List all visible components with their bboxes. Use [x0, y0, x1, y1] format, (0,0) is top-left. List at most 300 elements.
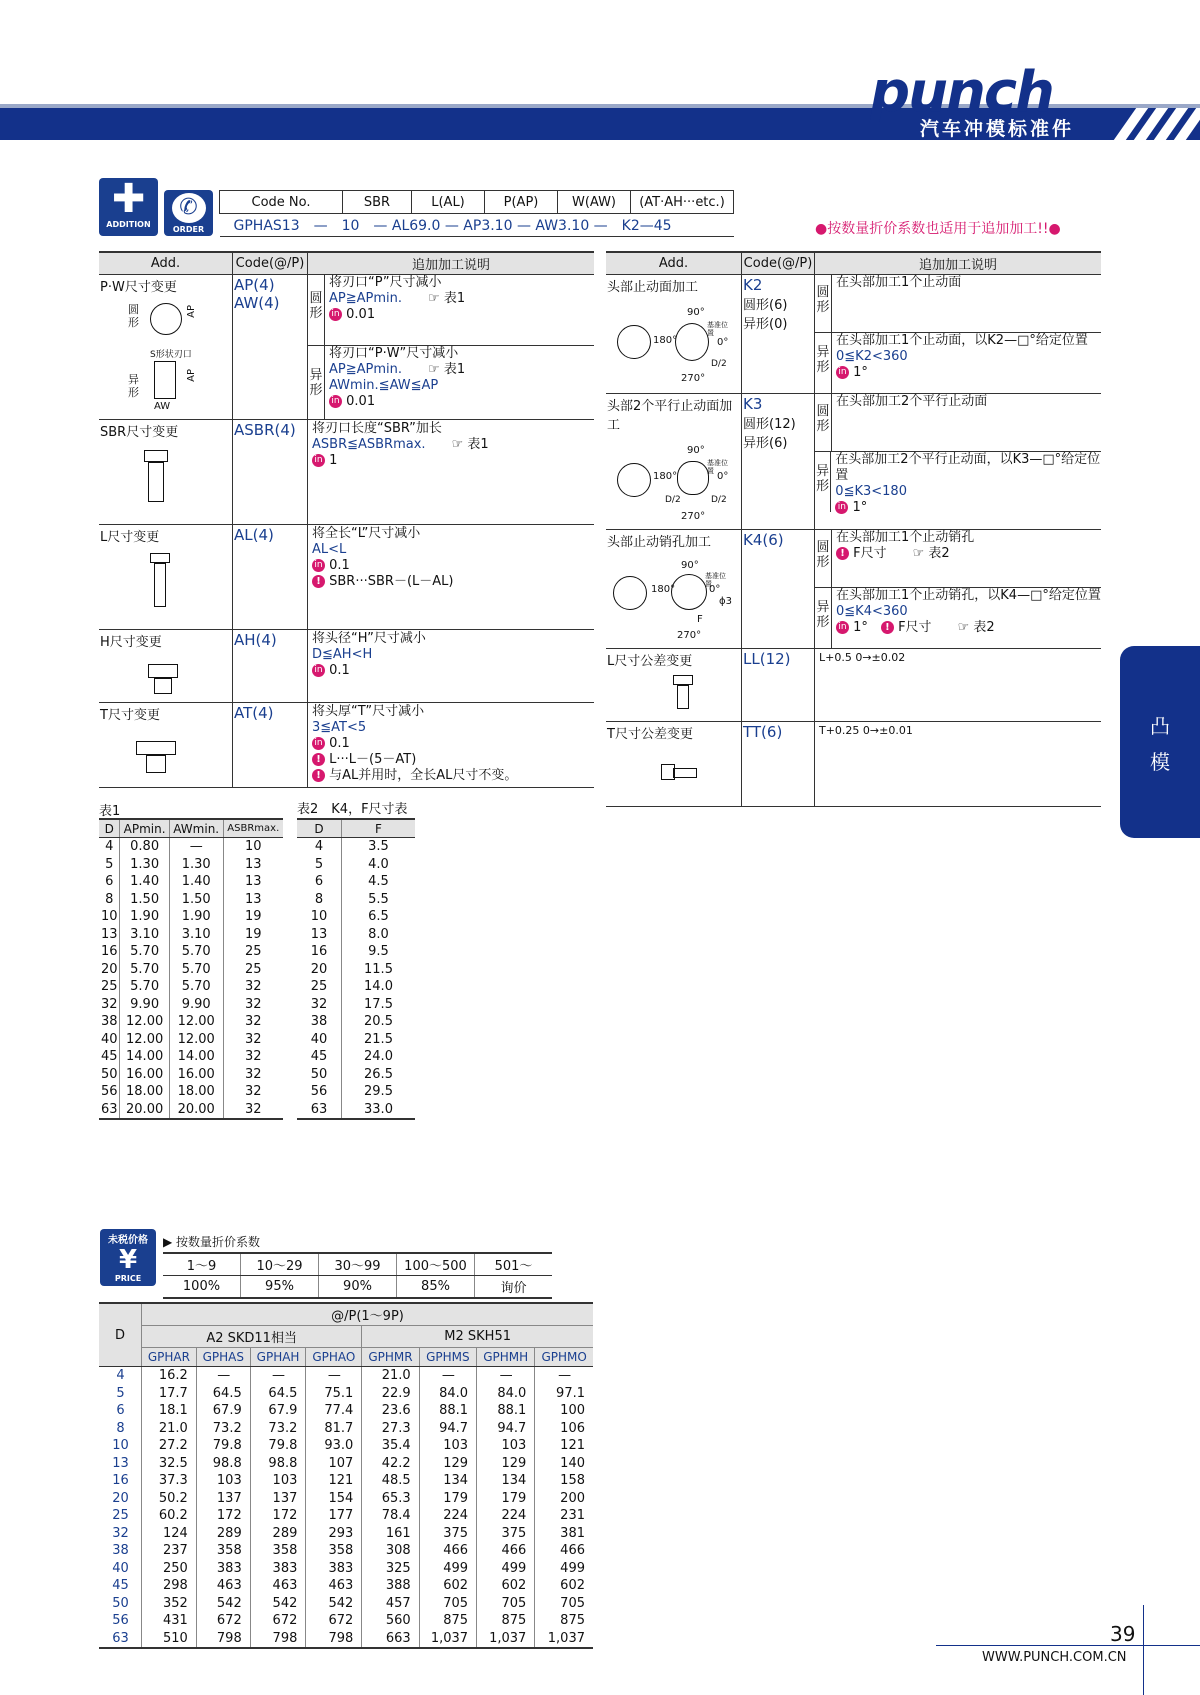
value-cell: 19 [223, 926, 283, 944]
price-cell: 875 [477, 1612, 535, 1630]
increment-icon: in [312, 454, 325, 467]
table-reference[interactable]: ☞ 表2 [957, 620, 995, 635]
section-tab[interactable] [1120, 646, 1200, 838]
desc-line: 在头部加工1个止动销孔，以K4—□°给定位置 [836, 588, 1101, 603]
value-cell: 10 [223, 838, 283, 856]
col-header: D [99, 1303, 142, 1367]
price-cell: 325 [362, 1560, 419, 1578]
punch-head-icon [150, 553, 170, 563]
value-cell: 21.5 [342, 1031, 416, 1049]
sub-code: 异形(0) [743, 317, 788, 332]
value-cell: 16.00 [169, 1066, 223, 1084]
value-cell: 4.5 [342, 873, 416, 891]
price-cell: 22.9 [362, 1385, 419, 1403]
yen-icon: ¥ [118, 1245, 138, 1275]
value-cell: 17.5 [342, 996, 416, 1014]
diameter-cell: 40 [112, 1560, 129, 1576]
desc-line: 在头部加工1个止动面，以K2—□°给定位置 [836, 333, 1088, 348]
table-reference[interactable]: ☞ 表2 [912, 546, 950, 561]
table-row [99, 943, 283, 961]
irregular-section [815, 333, 1101, 393]
value-cell: 1.40 [120, 873, 169, 891]
qty-range-cell: 1～9 [163, 1253, 241, 1276]
table1 [99, 818, 283, 1120]
row-key-cell: 10 [100, 909, 118, 925]
punch-body-icon [154, 678, 172, 694]
diameter-cell: 5 [116, 1385, 125, 1401]
angle-label: 180° [653, 335, 678, 346]
table-row [99, 1402, 593, 1420]
price-cell: 250 [142, 1560, 197, 1578]
addition-code: AT(4) [234, 704, 274, 722]
price-cell: 542 [250, 1595, 306, 1613]
qty-range-cell: 100～500 [397, 1253, 475, 1276]
irregular-section [815, 452, 1101, 515]
table-row [99, 1066, 283, 1084]
addition-name: P·W尺寸变更 [100, 280, 177, 295]
desc-line: 1 [329, 453, 338, 468]
head-top-icon [613, 576, 647, 610]
value-cell: 14.00 [169, 1048, 223, 1066]
table-row [297, 978, 415, 996]
footer-url[interactable]: WWW.PUNCH.COM.CN [982, 1650, 1127, 1665]
table-row [99, 891, 283, 909]
value-cell: 6.5 [342, 908, 416, 926]
value-cell: 25 [223, 943, 283, 961]
addition-row [99, 525, 594, 630]
value-cell: 13 [223, 873, 283, 891]
price-cell: 23.6 [362, 1402, 419, 1420]
diameter-cell: 32 [112, 1525, 129, 1541]
angle-label: 0° [717, 471, 729, 482]
row-key-cell: 50 [100, 1066, 118, 1082]
table-row [99, 1367, 593, 1385]
desc-line: AP≧APmin. [329, 362, 403, 377]
price-cell: 375 [477, 1525, 535, 1543]
increment-icon: in [312, 559, 325, 572]
plus-icon: ✚ [111, 176, 146, 222]
table-row [99, 1630, 593, 1649]
value-cell: 20.5 [342, 1013, 416, 1031]
caution-icon: ! [836, 547, 849, 560]
price-cell: 358 [196, 1542, 250, 1560]
head-flat-icon [677, 461, 709, 495]
price-cell: 499 [535, 1560, 593, 1578]
value-cell: 32 [223, 1101, 283, 1120]
diameter-cell: 63 [99, 1630, 142, 1649]
value-cell: 14.0 [342, 978, 416, 996]
table-reference[interactable]: ☞ 表1 [428, 291, 466, 306]
price-cell: 466 [535, 1542, 593, 1560]
punch-body-icon [148, 462, 164, 502]
order-badge-label: ORDER [172, 225, 205, 234]
increment-icon: in [836, 366, 849, 379]
angle-label: 0° [717, 337, 729, 348]
dim-label: S形状刃口 [150, 350, 192, 360]
value-cell: 24.0 [342, 1048, 416, 1066]
price-table [99, 1302, 593, 1649]
diameter-cell: 6 [116, 1403, 125, 1419]
shape-label: 圆形 [815, 530, 832, 587]
price-cell: 79.8 [250, 1437, 306, 1455]
qty-discount-title: ▶ 按数量折价系数 [163, 1235, 261, 1249]
angle-label: 0° [709, 584, 721, 595]
table-row [99, 1577, 593, 1595]
ref-position-label: 基准位置 [707, 459, 728, 475]
value-cell: 32 [223, 1013, 283, 1031]
price-cell: 35.4 [362, 1437, 419, 1455]
l-diagram [100, 545, 231, 625]
dim-label: ϕ3 [719, 596, 732, 607]
value-cell: 5.70 [120, 978, 169, 996]
price-cell: 94.7 [477, 1420, 535, 1438]
sub-code: 圆形(12) [743, 417, 796, 432]
price-cell: 172 [250, 1507, 306, 1525]
diameter-cell: 10 [112, 1438, 129, 1454]
dim-label: AW [154, 401, 171, 412]
qty-range-cell: 30～99 [319, 1253, 397, 1276]
table-row [99, 1437, 593, 1455]
price-cell: 381 [535, 1525, 593, 1543]
value-cell: 1.30 [120, 856, 169, 874]
price-cell: 463 [196, 1577, 250, 1595]
table2 [297, 818, 415, 1120]
value-cell: 20.00 [120, 1101, 169, 1120]
table1-title: 表1 [99, 804, 121, 819]
price-cell: 60.2 [142, 1507, 197, 1525]
type-col-header: GPHAO [306, 1348, 362, 1367]
table-row [297, 1101, 415, 1120]
table-row [297, 891, 415, 909]
table-row [297, 1066, 415, 1084]
addition-row [606, 649, 1101, 722]
material-group-header: M2 SKH51 [362, 1326, 593, 1348]
row-key-cell: 5 [105, 856, 114, 872]
round-section [308, 275, 594, 346]
price-cell: 383 [196, 1560, 250, 1578]
desc-line: AP≧APmin. [329, 291, 403, 306]
diameter-cell: 20 [112, 1490, 129, 1506]
type-col-header: GPHMS [419, 1348, 476, 1367]
addition-badge [99, 178, 158, 236]
price-cell: 64.5 [196, 1385, 250, 1403]
price-cell: 124 [142, 1525, 197, 1543]
increment-icon: in [836, 621, 849, 634]
table-row [99, 1083, 283, 1101]
row-key-cell: 40 [100, 1031, 118, 1047]
desc-line: 在头部加工2个平行止动面 [836, 394, 988, 409]
price-cell: 388 [362, 1577, 419, 1595]
table-row [297, 1083, 415, 1101]
price-cell: 1,037 [477, 1630, 535, 1649]
value-cell: 19 [223, 908, 283, 926]
order-badge [164, 190, 213, 236]
addition-badge-label: ADDITION [106, 220, 151, 229]
price-cell: 179 [419, 1490, 476, 1508]
value-cell: — [169, 838, 223, 856]
row-key-cell: 32 [310, 996, 328, 1012]
value-cell: 16.00 [120, 1066, 169, 1084]
punch-head-icon [148, 664, 178, 678]
h-diagram [100, 650, 231, 700]
price-cell: 98.8 [196, 1455, 250, 1473]
table-row [99, 908, 283, 926]
increment-icon: in [835, 501, 848, 514]
table-row [99, 1595, 593, 1613]
page-number: 39 [1110, 1622, 1136, 1646]
table-row [297, 961, 415, 979]
value-cell: 20.00 [169, 1101, 223, 1120]
price-cell: 308 [362, 1542, 419, 1560]
row-key-cell: 20 [310, 961, 328, 977]
desc-line: F尺寸 [853, 546, 887, 561]
sub-code: 圆形(6) [743, 298, 788, 313]
head-pin-hole-icon [671, 574, 707, 610]
addition-code: AL(4) [234, 526, 274, 544]
value-cell: 25 [223, 961, 283, 979]
value-cell: 5.70 [120, 961, 169, 979]
increment-icon: in [312, 664, 325, 677]
dim-label: AP [186, 305, 197, 318]
price-cell: 602 [535, 1577, 593, 1595]
price-cell: 289 [196, 1525, 250, 1543]
col-header: D [99, 819, 120, 838]
value-cell: 13 [223, 891, 283, 909]
price-cell: 79.8 [196, 1437, 250, 1455]
caution-icon: ! [881, 621, 894, 634]
price-cell: 798 [306, 1630, 362, 1649]
table-row [297, 873, 415, 891]
price-cell: 121 [535, 1437, 593, 1455]
price-cell: 84.0 [419, 1385, 476, 1403]
diameter-cell: 25 [112, 1508, 129, 1524]
desc-line: L+0.5 0→±0.02 [819, 651, 906, 664]
price-cell: 542 [196, 1595, 250, 1613]
desc-line: 0.1 [329, 663, 350, 678]
value-cell: 9.5 [342, 943, 416, 961]
price-cell: 65.3 [362, 1490, 419, 1508]
angle-label: 90° [681, 560, 699, 571]
price-cell: 17.7 [142, 1385, 197, 1403]
qty-rate-cell: 95% [241, 1276, 319, 1299]
addition-row [606, 275, 1101, 394]
value-cell: 9.90 [169, 996, 223, 1014]
code-header: (AT·AH···etc.) [631, 191, 734, 214]
table-row [99, 838, 283, 856]
value-cell: 26.5 [342, 1066, 416, 1084]
desc-line: 将头径“H”尺寸减小 [312, 631, 426, 646]
table-row [99, 961, 283, 979]
increment-icon: in [329, 395, 342, 408]
price-cell: 154 [306, 1490, 362, 1508]
price-cell: 67.9 [250, 1402, 306, 1420]
table-row [297, 1048, 415, 1066]
value-cell: 12.00 [120, 1013, 169, 1031]
price-cell: 289 [250, 1525, 306, 1543]
value-cell: 5.5 [342, 891, 416, 909]
value-cell: 32 [223, 1048, 283, 1066]
price-cell: 200 [535, 1490, 593, 1508]
angle-label: 270° [677, 630, 702, 641]
col-header: 追加加工说明 [308, 252, 595, 275]
section-tab-char: 凸 [1150, 714, 1170, 738]
round-punch-icon [150, 303, 182, 335]
table-row [297, 856, 415, 874]
price-cell: 358 [250, 1542, 306, 1560]
price-cell: 1,037 [535, 1630, 593, 1649]
price-cell: 81.7 [306, 1420, 362, 1438]
table-row [99, 1101, 283, 1120]
price-badge-bottom: PRICE [114, 1274, 142, 1283]
price-cell: 383 [250, 1560, 306, 1578]
price-cell: 42.2 [362, 1455, 419, 1473]
price-cell: 875 [535, 1612, 593, 1630]
table-row [297, 1031, 415, 1049]
code-header: SBR [343, 191, 412, 214]
value-cell: 1.90 [169, 908, 223, 926]
price-cell: 499 [419, 1560, 476, 1578]
qty-range-cell: 501～ [475, 1253, 553, 1276]
addition-row [99, 630, 594, 703]
desc-line: 将全长“L”尺寸减小 [312, 526, 421, 541]
price-cell: 798 [250, 1630, 306, 1649]
desc-line: 将刃口“P·W”尺寸减小 [329, 346, 459, 361]
price-cell: 73.2 [196, 1420, 250, 1438]
ll-diagram [607, 669, 740, 719]
t-diagram [100, 723, 231, 783]
dim-label: AP [186, 369, 197, 382]
value-cell: 18.00 [169, 1083, 223, 1101]
dim-label: D/2 [665, 495, 681, 505]
increment-icon: in [312, 737, 325, 750]
addition-code: K4(6) [743, 531, 784, 549]
desc-line: 0.1 [329, 558, 350, 573]
addition-row [606, 722, 1101, 807]
shape-label: 异形 [815, 333, 832, 393]
angle-label: 270° [681, 373, 706, 384]
desc-line: AL<L [312, 542, 347, 557]
col-header: Code(@/P) [233, 252, 308, 275]
table-row [99, 856, 283, 874]
price-cell: 431 [142, 1612, 197, 1630]
shape-label: 圆形 [815, 394, 832, 451]
diameter-cell: 38 [112, 1543, 129, 1559]
value-cell: 12.00 [169, 1031, 223, 1049]
table-reference[interactable]: ☞ 表1 [451, 437, 489, 452]
row-key-cell: 20 [100, 961, 118, 977]
price-cell: 158 [535, 1472, 593, 1490]
row-key-cell: 25 [310, 979, 328, 995]
qty-rate-cell: 85% [397, 1276, 475, 1299]
row-key-cell: 45 [310, 1049, 328, 1065]
row-key-cell: 40 [310, 1031, 328, 1047]
row-key-cell: 5 [314, 856, 324, 872]
price-cell: 375 [419, 1525, 476, 1543]
table-row [99, 1490, 593, 1508]
col-header: D [297, 819, 342, 838]
price-cell: 358 [306, 1542, 362, 1560]
value-cell: 32 [223, 1031, 283, 1049]
col-header: AWmin. [169, 819, 223, 838]
price-cell: — [306, 1367, 362, 1385]
price-cell: 107 [306, 1455, 362, 1473]
addition-row [606, 530, 1101, 649]
qty-rate-cell: 100% [163, 1276, 241, 1299]
price-cell: 177 [306, 1507, 362, 1525]
material-group-header: A2 SKD11相当 [142, 1326, 362, 1348]
addition-code: K3 [743, 395, 763, 413]
row-key-cell: 50 [310, 1066, 328, 1082]
angle-label: 180° [651, 584, 676, 595]
qty-range-cell: 10～29 [241, 1253, 319, 1276]
irregular-punch-icon [154, 361, 176, 399]
price-cell: 231 [535, 1507, 593, 1525]
addition-name: H尺寸变更 [100, 635, 162, 650]
desc-line: F尺寸 [898, 620, 932, 635]
footer-divider [1143, 1605, 1144, 1695]
addition-row [99, 420, 594, 525]
addition-code: ASBR(4) [234, 421, 296, 439]
value-cell: 11.5 [342, 961, 416, 979]
price-cell: 705 [477, 1595, 535, 1613]
sbr-diagram [100, 440, 231, 520]
irregular-section [815, 588, 1101, 648]
price-cell: 293 [306, 1525, 362, 1543]
value-cell: 4.0 [342, 856, 416, 874]
value-cell: 5.70 [169, 978, 223, 996]
price-cell: 137 [196, 1490, 250, 1508]
price-cell: 67.9 [196, 1402, 250, 1420]
table-row [99, 1420, 593, 1438]
value-cell: 32 [223, 978, 283, 996]
price-cell: 27.2 [142, 1437, 197, 1455]
price-cell: 352 [142, 1595, 197, 1613]
price-cell: 134 [419, 1472, 476, 1490]
desc-line: 1° [852, 500, 868, 515]
value-cell: 29.5 [342, 1083, 416, 1101]
price-cell: 37.3 [142, 1472, 197, 1490]
price-cell: 499 [477, 1560, 535, 1578]
footer-line [936, 1645, 1200, 1646]
price-cell: 602 [477, 1577, 535, 1595]
ref-position-label: 基准位置 [707, 321, 728, 337]
value-cell: 3.5 [342, 838, 416, 856]
desc-line: ASBR≦ASBRmax. [312, 437, 426, 452]
value-cell: 5.70 [169, 961, 223, 979]
table-reference[interactable]: ☞ 表1 [428, 362, 466, 377]
shape-label: 异形 [308, 346, 325, 419]
row-key-cell: 4 [105, 839, 114, 855]
price-cell: 161 [362, 1525, 419, 1543]
price-cell: 798 [196, 1630, 250, 1649]
row-key-cell: 56 [310, 1084, 328, 1100]
addition-name: 头部2个平行止动面加工 [607, 399, 733, 433]
row-key-cell: 8 [105, 891, 114, 907]
table-row [297, 996, 415, 1014]
addition-table-left [99, 251, 594, 788]
value-cell: 32 [223, 1066, 283, 1084]
value-cell: 1.50 [169, 891, 223, 909]
row-key-cell: 13 [310, 926, 328, 942]
pw-diagram [100, 295, 231, 417]
price-cell: 383 [306, 1560, 362, 1578]
price-cell: 463 [306, 1577, 362, 1595]
col-header: APmin. [120, 819, 169, 838]
value-cell: 1.40 [169, 873, 223, 891]
desc-line: D≦AH<H [312, 647, 373, 662]
value-cell: 5.70 [120, 943, 169, 961]
price-cell: 129 [419, 1455, 476, 1473]
